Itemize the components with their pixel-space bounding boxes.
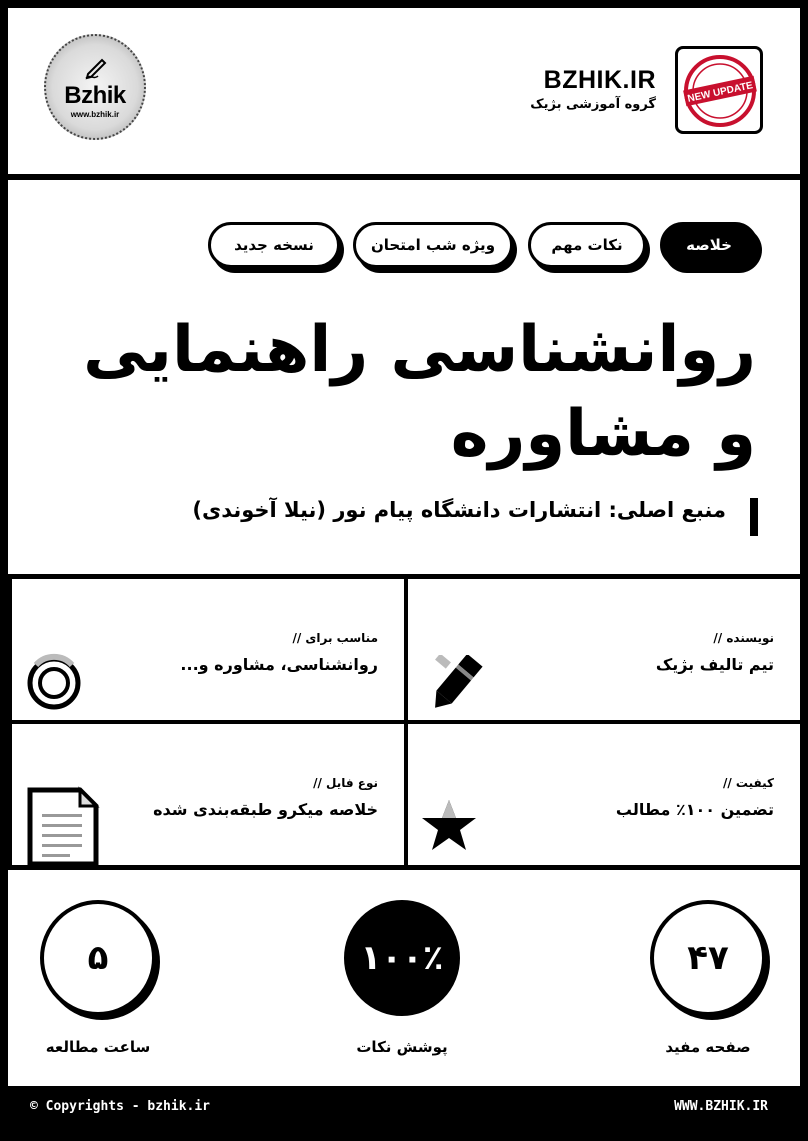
tag-summary[interactable]: خلاصه: [660, 222, 758, 268]
footer-copyright: © Copyrights - bzhik.ir: [30, 1099, 211, 1114]
badge-text: NEW UPDATE: [686, 80, 754, 105]
author-value: تیم تالیف بژیک: [655, 655, 774, 674]
source-text: منبع اصلی: انتشارات دانشگاه پیام نور (نیلا آخوندی): [192, 498, 726, 522]
stat-pages-label: صفحه مفید: [665, 1038, 751, 1056]
bzhik-logo: [44, 34, 146, 140]
star-icon: [420, 796, 478, 854]
stat-coverage-label: پوشش نکات: [356, 1038, 448, 1056]
title-area: [8, 180, 800, 574]
file-type-value: خلاصه میکرو طبقه‌بندی شده: [153, 800, 378, 819]
quality-value: تضمین ۱۰۰٪ مطالب: [615, 800, 774, 819]
stat-hours-circle: [40, 900, 156, 1016]
pen-icon: [84, 54, 110, 80]
tag-new-version[interactable]: نسخه جدید: [208, 222, 340, 268]
site-name: BZHIK.IR: [543, 66, 656, 94]
file-type-label: نوع فایل //: [313, 776, 378, 790]
new-update-badge: [675, 46, 763, 134]
stat-coverage-value: ۱۰۰٪: [360, 938, 444, 978]
tag-list: [208, 222, 764, 272]
header: [8, 8, 800, 174]
pencil-icon: [426, 655, 484, 713]
site-subtitle: گروه آموزشی بژیک: [530, 97, 656, 112]
stat-hours-label: ساعت مطالعه: [45, 1038, 151, 1056]
suitable-label: مناسب برای //: [292, 631, 378, 645]
logo-url: www.bzhik.ir: [70, 110, 120, 119]
new-update-stamp-icon: [682, 53, 758, 129]
title-line-1: روانشناسی راهنمایی: [83, 313, 756, 387]
stat-coverage-circle: [344, 900, 460, 1016]
title-line-2: و مشاوره: [450, 397, 756, 471]
page-title: [48, 308, 756, 476]
stats-section: [8, 870, 800, 1086]
footer-site-link[interactable]: WWW.BZHIK.IR: [674, 1099, 768, 1114]
logo-brand: Bzhik: [64, 82, 126, 109]
stat-pages-value: ۴۷: [687, 938, 729, 978]
cell-quality: [408, 724, 800, 865]
page: [8, 8, 800, 1089]
target-icon: [26, 651, 84, 711]
tag-exam-night[interactable]: ویژه شب امتحان: [353, 222, 513, 268]
quality-label: کیفیت //: [722, 776, 774, 790]
stat-hours-value: ۵: [87, 938, 109, 978]
cell-suitable: [12, 579, 404, 720]
document-icon: [26, 784, 102, 866]
source-marker: [750, 498, 758, 536]
suitable-value: روانشناسی، مشاوره و...: [180, 655, 378, 674]
cell-file-type: [12, 724, 404, 865]
cell-author: [408, 579, 800, 720]
stat-pages-circle: [650, 900, 766, 1016]
author-label: نویسنده //: [713, 631, 774, 645]
tag-key-points[interactable]: نکات مهم: [528, 222, 646, 268]
